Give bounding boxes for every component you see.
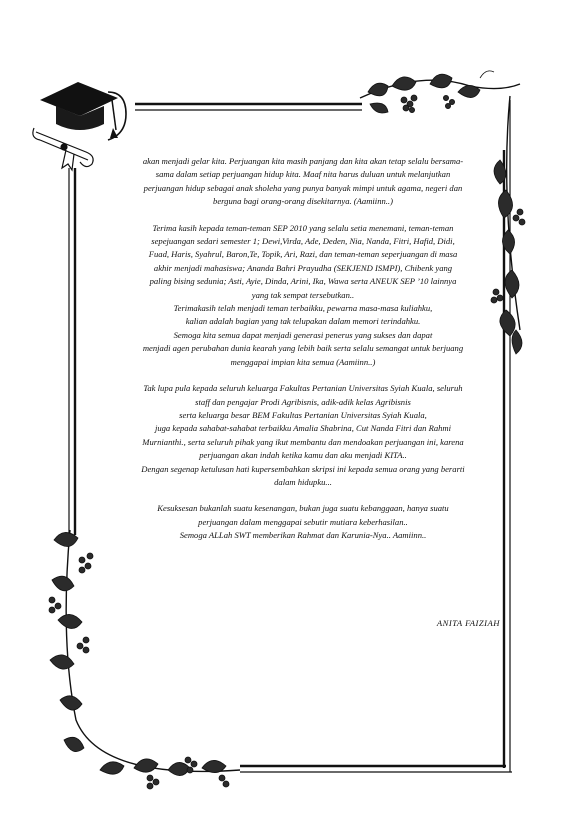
signature-name: ANITA FAIZIAH (436, 618, 500, 628)
text-line: paling bising sedunia; Asti, Ayie, Dinda, Arini, Ika, Wawa serta ANEUK SEP ’10 lainnya (149, 276, 457, 287)
grapevine-bottom-left-ornament (49, 530, 240, 789)
text-line: serta keluarga besar BEM Fakultas Pertanian Universitas Syiah Kuala, (179, 409, 427, 420)
text-line: akhir menjadi mahasiswa; Ananda Bahri Prayudha (SEKJEND ISMPI), Chibenk yang (153, 262, 453, 273)
text-line: staff dan pengajar Prodi Agribisnis, adik-adik kelas Agribisnis (195, 396, 411, 407)
text-line: berguna bagi orang-orang disekitarnya. (Aamiinn..) (213, 196, 393, 207)
dedication-paragraph (104, 155, 502, 209)
text-line: sama dalam setiap perjuangan hidup kita. Maaf nita harus duluan untuk melanjutkan (155, 169, 451, 180)
text-line: dalam hidupku... (274, 476, 332, 487)
text-line: Tak lupa pula kepada seluruh keluarga Fakultas Pertanian Universitas Syiah Kuala, seluruh (143, 383, 463, 394)
text-line: Terima kasih kepada teman-teman SEP 2010 yang selalu setia menemani, teman-teman (152, 222, 454, 233)
dedication-paragraph (104, 502, 502, 542)
text-line: menjadi agen perubahan dunia kearah yang lebih baik serta selalu semangat untuk berjuang (142, 343, 464, 354)
text-line: Semoga ALLah SWT memberikan Rahmat dan Karunia-Nya.. Aamiinn.. (179, 530, 427, 541)
left-border-lines (69, 168, 75, 535)
text-line: yang tak sempat tersebutkan.. (251, 289, 355, 300)
text-line: Semoga kita semua dapat menjadi generasi penerus yang sukses dan dapat (173, 329, 433, 340)
paragraph-gap (104, 369, 502, 382)
text-line: perjuangan dalam menggapai sebutir mutiara keberhasilan.. (198, 516, 408, 527)
bottom-border-lines (240, 766, 512, 772)
text-line: Kesuksesan bukanlah suatu kesenangan, bukan juga suatu kebanggaan, hanya suatu (157, 503, 449, 514)
text-line: menggapai impian kita semua (Aamiinn..) (230, 356, 376, 367)
paragraph-gap (104, 209, 502, 222)
text-line: perjuangan akan indah ketika kamu dan aku menjadi KITA.. (199, 450, 407, 461)
paragraph-gap (104, 489, 502, 502)
text-line: Murnianthi., serta seluruh pihak yang ikut membantu dan mendoakan perjuangan ini, karena (142, 436, 464, 447)
top-border-lines (135, 104, 362, 110)
dedication-paragraph (104, 222, 502, 369)
text-line: juga kepada sahabat-sahabat terbaikku Amalia Shabrina, Cut Nanda Fitri dan Rahmi (154, 423, 452, 434)
text-line: Fuad, Haris, Syahrul, Baron,Te, Topik, Ari, Razi, dan teman-teman seperjuangan di masa (148, 249, 458, 260)
text-line: perjuangan hidup sebagai anak sholeha yang punya banyak mimpi untuk agama, negeri dan (143, 182, 463, 193)
text-line: Terimakasih telah menjadi teman terbaikku, pewarna masa-masa kuliahku, (173, 303, 433, 314)
dedication-paragraph (104, 382, 502, 489)
graduation-cap-icon (40, 82, 118, 138)
text-line: kalian adalah bagian yang tak telupakan dalam memori terindahku. (185, 316, 421, 327)
text-line: sepejuangan sedari semester 1; Dewi,Virda, Ade, Deden, Nia, Nanda, Fitri, Hafid, Didi, (151, 236, 455, 247)
text-line: akan menjadi gelar kita. Perjuangan kita masih panjang dan kita akan tetap selalu bersama- (142, 156, 464, 166)
dedication-text (104, 155, 502, 543)
text-line: Dengan segenap ketulusan hati kupersembahkan skripsi ini kepada semua orang yang berarti (141, 463, 465, 474)
